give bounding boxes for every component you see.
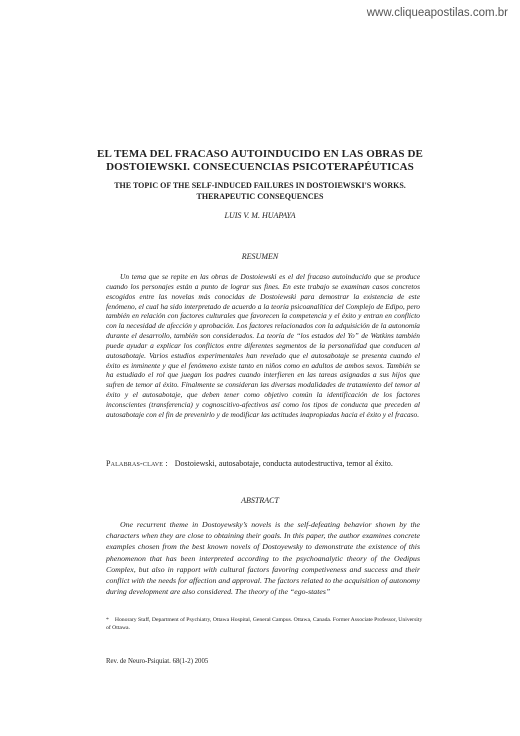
footnote-mark: *	[106, 617, 109, 623]
title-en-line-2: THERAPEUTIC CONSEQUENCES	[196, 192, 324, 201]
title-es-line-1: EL TEMA DEL FRACASO AUTOINDUCIDO EN LAS OBRAS DE	[97, 148, 423, 160]
watermark: www.cliqueapostilas.com.br	[366, 7, 508, 19]
title-es-line-2: DOSTOIEWSKI. CONSECUENCIAS PSICOTERAPÉUTICAS	[106, 161, 414, 173]
abstract-heading: ABSTRACT	[241, 496, 279, 505]
title-en-line-1: THE TOPIC OF THE SELF-INDUCED FAILURES IN DOSTOIEWSKI'S WORKS.	[114, 181, 406, 190]
resumen-text: Un tema que se repite en las obras de Dostoiewski es el del fracaso autoinducido que se produce cuando los personajes están a punto de lograr sus fines. En este trabajo se examinan casos concretos escogidos entre las novelas más conocidas de Dostoiewski para demostrar la existencia de este fenómeno, el cual ha sido interpretado de acuerdo a la teoría psicoanalítica del Complejo de Edipo, pero también en relación con factores culturales que favorecen la competencia y el éxito y entran en conflicto con la necesidad de afección y aprobación. Los factores relacionados con la adquisición de la autonomía durante el desarrollo, también son considerados. La teoría de “los estados del Yo” de Watkins también puede ayudar a explicar los conflictos entre diferentes segmentos de la personalidad que conducen al autosabotaje. Varios estudios experimentales han revelado que el autosabotaje se presenta cuando el éxito es inminente y que el fenómeno existe tanto en niños como en adultos de ambos sexos. También se ha estudiado el rol que juegan los padres cuando interfieren en las tareas asignadas a sus hijos que sufren de temor al éxito. Finalmente se consideran las diversas modalidades de tratamiento del temor al éxito y el autosabotaje, que deben tener como objetivo común la identificación de los factores inconscientes (transferencia) y cognoscitivo-afectivos así como los tipos de conducta que preceden al autosabotaje con el fin de prevenirlo y de modificar las actitudes inapropiadas hacia el éxito y el fracaso.	[106, 272, 420, 419]
abstract-text: One recurrent theme in Dostoyewsky’s novels is the self-defeating behavior shown by the characters when they are close to obtaining their goals. In this paper, the author examines concrete examples chosen from the best known novels of Dostoyewsky to demonstrate the existence of this phenomenon that has been interpreted according to the psychoanalytic theory of the Oedipus Complex, but also in rapport with cultural factors favoring competiveness and success and their conflict with the needs for affection and approval. The factors related to the acquisition of autonomy during development are also considered. The theory of the “ego-states”	[106, 520, 420, 597]
keywords	[106, 459, 420, 468]
article-title-english	[0, 180, 520, 202]
resumen-heading: RESUMEN	[241, 252, 279, 261]
keywords-text: Dostoiewski, autosabotaje, conducta autodestructiva, temor al éxito.	[174, 459, 393, 468]
journal-reference: Rev. de Neuro-Psiquiat. 68(1-2) 2005	[106, 658, 209, 665]
author-name: LUIS V. M. HUAPAYA	[224, 211, 296, 220]
footnote-text: Honorary Staff, Department of Psychiatry, Ottawa Hospital, General Campus. Ottawa, Canada. Former Associate Professor, University of Ottawa.	[106, 617, 423, 631]
article-title-spanish	[0, 148, 520, 174]
footnote	[106, 616, 426, 632]
keywords-label: Palabras-clave :	[106, 459, 168, 468]
